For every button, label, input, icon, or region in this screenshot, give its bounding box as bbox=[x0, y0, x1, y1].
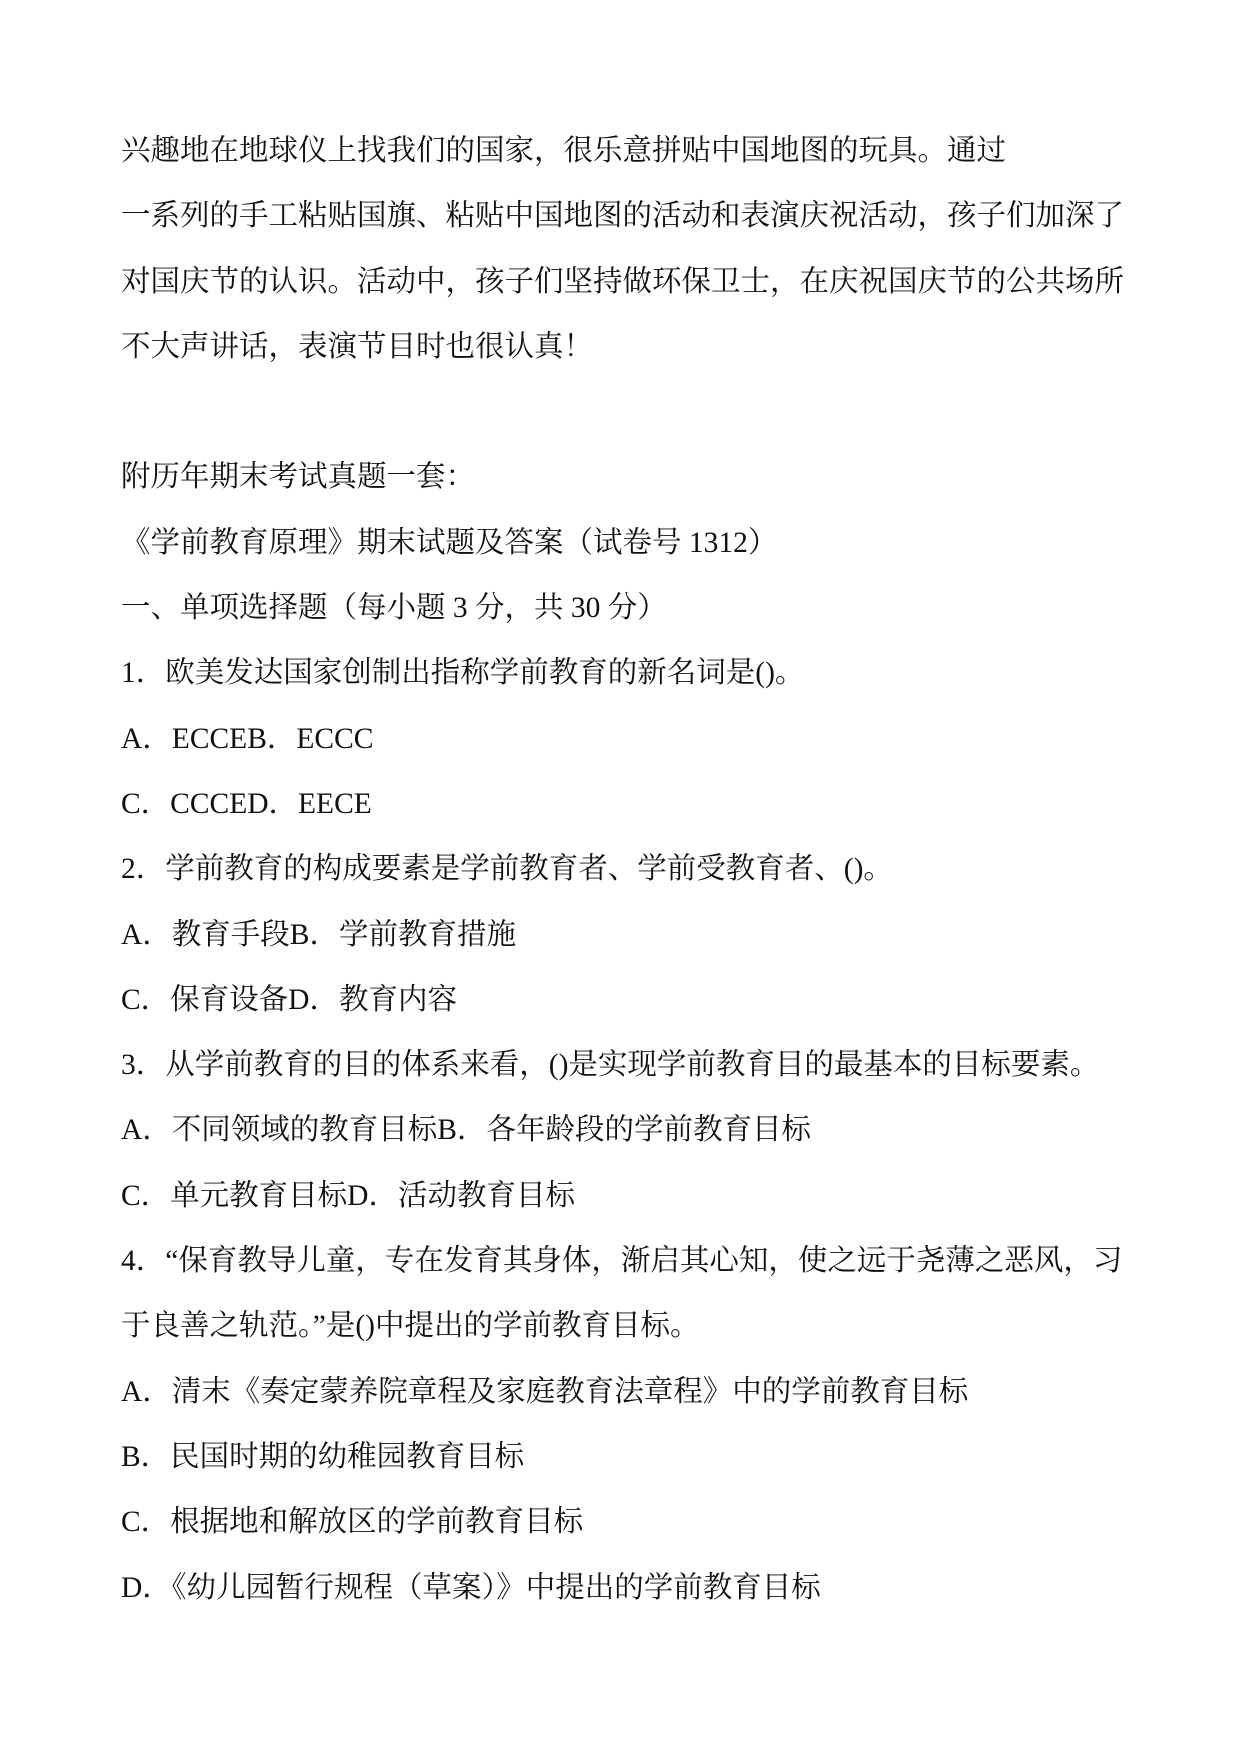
question-1 bbox=[121, 641, 1241, 837]
question-stem: 1．欧美发达国家创制出指称学前教育的新名词是()。 bbox=[121, 657, 805, 690]
question-3 bbox=[121, 1033, 1241, 1229]
question-stem: 2．学前教育的构成要素是学前教育者、学前受教育者、()。 bbox=[121, 853, 893, 886]
document-body bbox=[121, 119, 1241, 1621]
question-option: C．CCCED．EECE bbox=[121, 787, 372, 820]
question-option: A．ECCEB．ECCC bbox=[121, 722, 374, 755]
appendix-heading: 附历年期末考试真题一套： bbox=[121, 461, 476, 494]
question-option: D．《幼儿园暂行规程（草案）》中提出的学前教育目标 bbox=[121, 1571, 821, 1604]
paragraph-line: 一系列的手工粘贴国旗、粘贴中国地图的活动和表演庆祝活动，孩子们加深了 bbox=[121, 200, 1125, 233]
paragraph-line: 不大声讲话，表演节目时也很认真！ bbox=[121, 330, 594, 363]
question-stem: 于良善之轨范。”是()中提出的学前教育目标。 bbox=[121, 1310, 700, 1343]
question-option: A．清末《奏定蒙养院章程及家庭教育法章程》中的学前教育目标 bbox=[121, 1375, 969, 1408]
question-4 bbox=[121, 1229, 1241, 1621]
section-title: 一、单项选择题（每小题 3 分，共 30 分） bbox=[121, 592, 667, 625]
question-option: B．民国时期的幼稚园教育目标 bbox=[121, 1440, 525, 1473]
paragraph-line: 兴趣地在地球仪上找我们的国家，很乐意拼贴中国地图的玩具。通过 bbox=[121, 135, 1007, 167]
question-stem: 4．“保育教导儿童，专在发育其身体，渐启其心知，使之远于尧薄之恶风，习 bbox=[121, 1245, 1123, 1278]
paragraph-line: 对国庆节的认识。活动中，孩子们坚持做环保卫士，在庆祝国庆节的公共场所 bbox=[121, 265, 1125, 298]
question-option: A．教育手段B．学前教育措施 bbox=[121, 918, 516, 951]
intro-paragraph bbox=[121, 119, 1241, 380]
exam-title: 《学前教育原理》期末试题及答案（试卷号 1312） bbox=[121, 526, 778, 559]
question-option: C．根据地和解放区的学前教育目标 bbox=[121, 1506, 584, 1539]
question-stem: 3．从学前教育的目的体系来看，()是实现学前教育目的最基本的目标要素。 bbox=[121, 1049, 1100, 1082]
question-2 bbox=[121, 837, 1241, 1033]
question-option: C．保育设备D．教育内容 bbox=[121, 983, 457, 1016]
question-option: A．不同领域的教育目标B．各年龄段的学前教育目标 bbox=[121, 1114, 811, 1147]
question-option: C．单元教育目标D．活动教育目标 bbox=[121, 1179, 575, 1212]
